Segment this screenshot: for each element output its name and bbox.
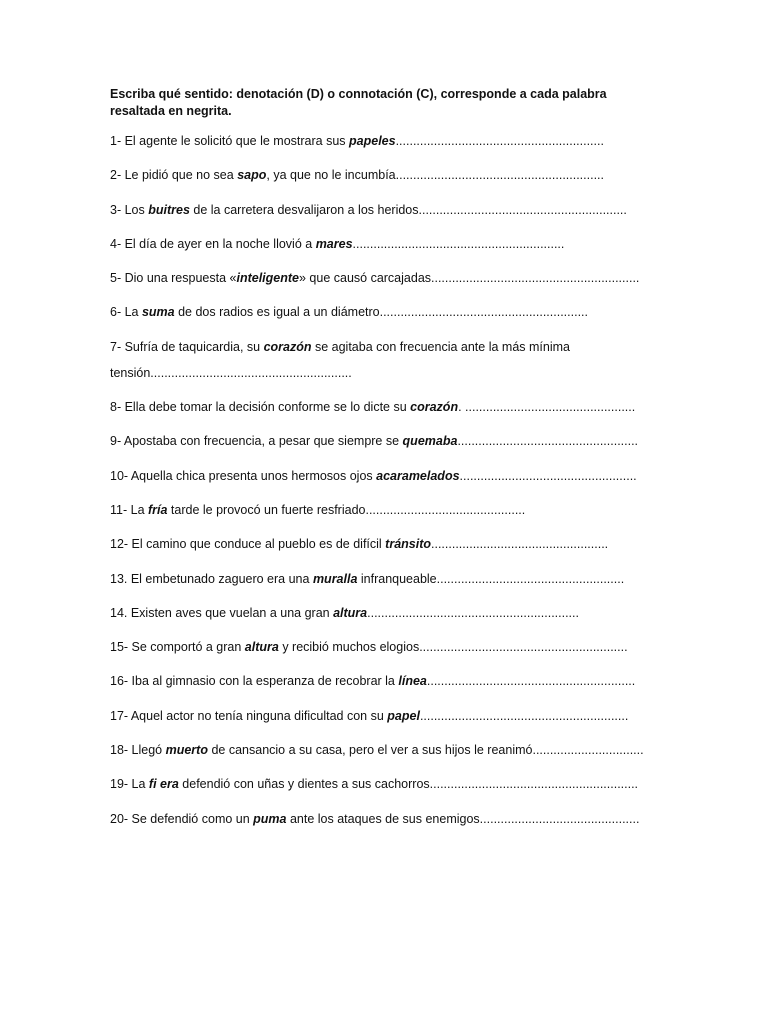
exercise-text-after: ............................................................. xyxy=(367,605,579,620)
exercise-item xyxy=(110,128,662,154)
exercise-text-before: 5- Dio una respuesta « xyxy=(110,271,237,286)
exercise-item xyxy=(110,634,662,660)
highlighted-word: mares xyxy=(315,236,353,251)
highlighted-word: línea xyxy=(398,674,427,689)
exercise-item xyxy=(110,497,662,523)
exercise-item xyxy=(110,668,662,694)
exercise-item xyxy=(110,531,662,557)
highlighted-word: tránsito xyxy=(385,537,432,552)
exercise-text-after: .................................................... xyxy=(457,434,639,449)
exercise-item xyxy=(110,737,662,763)
exercise-text-before: 18- Llegó xyxy=(110,743,166,758)
exercise-text-before: 7- Sufría de taquicardia, su xyxy=(110,339,264,354)
exercise-text-before: 9- Apostaba con frecuencia, a pesar que siempre se xyxy=(110,434,403,449)
exercise-text-before: 13. El embetunado zaguero era una xyxy=(110,571,313,586)
exercise-text-before: 8- Ella debe tomar la decisión conforme se lo dicte su xyxy=(110,400,411,415)
exercise-text-after: de dos radios es igual a un diámetro............................................................ xyxy=(174,305,588,320)
exercise-text-before: 20- Se defendió como un xyxy=(110,811,254,826)
exercise-text-before: 14. Existen aves que vuelan a una gran xyxy=(110,605,334,620)
exercise-text-after: . ................................................. xyxy=(458,400,636,415)
exercise-text-after: ante los ataques de sus enemigos.............................................. xyxy=(286,811,640,826)
exercise-item xyxy=(110,394,662,420)
instructions-heading: Escriba qué sentido: denotación (D) o connotación (C), corresponde a cada palabra resaltada en negrita. xyxy=(110,87,607,118)
exercise-item xyxy=(110,334,590,386)
exercise-text-after: ................................................... xyxy=(431,537,609,552)
highlighted-word: altura xyxy=(244,640,279,655)
exercise-item xyxy=(110,463,662,489)
exercise-text-before: 17- Aquel actor no tenía ninguna dificultad con su xyxy=(110,708,388,723)
exercise-item xyxy=(110,299,662,325)
exercise-item xyxy=(110,197,662,223)
highlighted-word: sapo xyxy=(237,168,267,183)
exercise-item xyxy=(110,162,662,188)
exercise-text-before: 1- El agente le solicitó que le mostrara sus xyxy=(110,134,350,148)
highlighted-word: inteligente xyxy=(236,271,299,286)
exercise-text-before: 19- La xyxy=(110,777,149,792)
exercise-text-after: ............................................................ xyxy=(419,708,629,723)
exercise-text-after: de cansancio a su casa, pero el ver a sus hijos le reanimó................................ xyxy=(207,743,644,758)
exercise-item xyxy=(110,566,662,592)
exercise-text-after: tarde le provocó un fuerte resfriado.............................................. xyxy=(167,502,526,517)
highlighted-word: muralla xyxy=(312,571,358,586)
exercise-text-before: 15- Se comportó a gran xyxy=(110,640,245,655)
exercise-item xyxy=(110,231,662,257)
exercise-text-before: 16- Iba al gimnasio con la esperanza de recobrar la xyxy=(110,674,399,689)
highlighted-word: suma xyxy=(141,305,175,320)
exercise-text-after: infranqueable...................................................... xyxy=(357,571,625,586)
exercise-text-after: se agitaba con frecuencia ante la más mínima tensión.......................................................... xyxy=(110,339,570,380)
exercise-text-after: ................................................... xyxy=(459,468,637,483)
exercise-item xyxy=(110,771,662,797)
highlighted-word: puma xyxy=(253,811,287,826)
highlighted-word: acaramelados xyxy=(376,468,460,483)
worksheet-page xyxy=(110,86,662,840)
exercise-item xyxy=(110,703,662,729)
exercise-text-before: 12- El camino que conduce al pueblo es de difícil xyxy=(110,537,386,552)
exercise-text-before: 4- El día de ayer en la noche llovió a xyxy=(110,236,316,251)
exercise-text-after: , ya que no le incumbía............................................................ xyxy=(266,168,604,183)
exercise-text-after: de la carretera desvalijaron a los heridos............................................................ xyxy=(189,202,627,217)
exercise-text-before: 6- La xyxy=(110,305,142,320)
exercise-item xyxy=(110,806,662,832)
exercise-text-after: ............................................................ xyxy=(426,674,636,689)
exercise-item xyxy=(110,600,662,626)
exercise-text-before: 11- La xyxy=(110,502,148,517)
exercise-text-after: » que causó carcajadas............................................................ xyxy=(298,271,640,286)
exercise-text-before: 10- Aquella chica presenta unos hermosos ojos xyxy=(110,468,377,483)
highlighted-word: altura xyxy=(333,605,368,620)
exercise-list xyxy=(110,128,662,832)
exercise-item xyxy=(110,265,662,291)
highlighted-word: quemaba xyxy=(402,434,458,449)
exercise-text-after: ............................................................. xyxy=(352,236,565,251)
highlighted-word: corazón xyxy=(263,339,312,354)
highlighted-word: fi era xyxy=(148,777,179,792)
highlighted-word: fría xyxy=(148,502,168,517)
highlighted-word: muerto xyxy=(165,743,208,758)
highlighted-word: buitres xyxy=(148,202,190,217)
exercise-text-after: ............................................................ xyxy=(395,134,604,148)
highlighted-word: papel xyxy=(387,708,420,723)
exercise-text-after: y recibió muchos elogios............................................................ xyxy=(278,640,628,655)
highlighted-word: papeles xyxy=(349,134,396,148)
exercise-item xyxy=(110,428,662,454)
highlighted-word: corazón xyxy=(410,400,459,415)
exercise-text-after: defendió con uñas y dientes a sus cachorros............................................................ xyxy=(178,777,639,792)
exercise-text-before: 2- Le pidió que no sea xyxy=(110,168,238,183)
exercise-text-before: 3- Los xyxy=(110,202,149,217)
